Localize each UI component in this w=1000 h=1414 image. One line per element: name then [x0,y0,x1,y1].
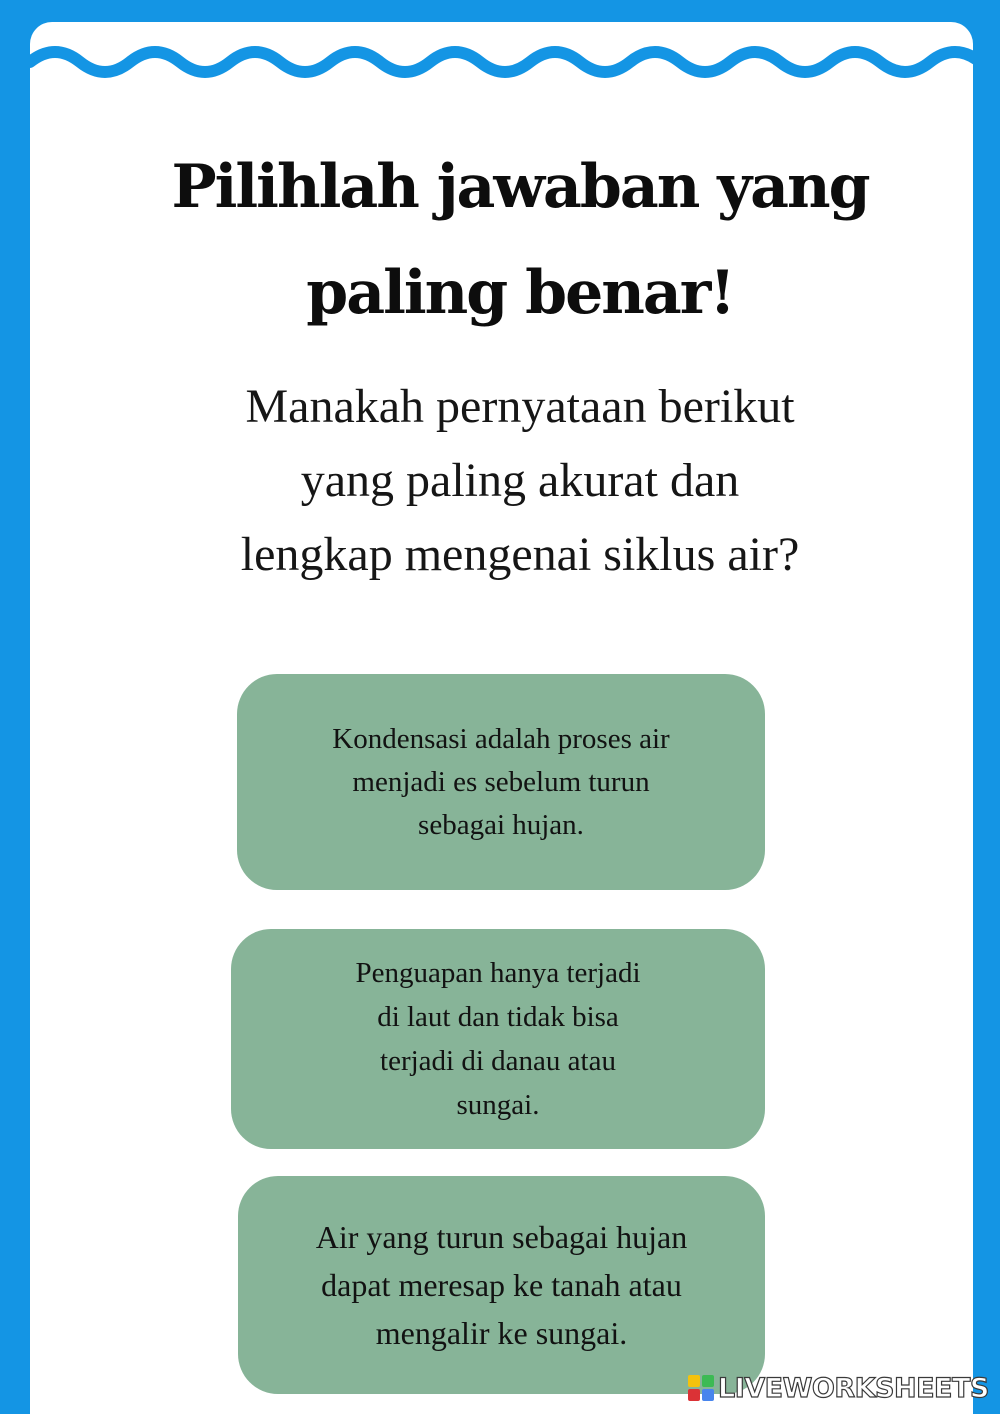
logo-squares-icon [688,1375,714,1401]
question-text: Manakah pernyataan berikut yang paling akurat dan lengkap mengenai siklus air? [240,380,800,581]
answer-option-2[interactable] [231,929,765,1149]
answer-option-label: Air yang turun sebagai hujan dapat meresap ke tanah atau mengalir ke sungai. [315,1219,688,1351]
page-title: Pilihlah jawaban yang paling benar! [171,152,869,328]
answer-option-label: Penguapan hanya terjadi di laut dan tidak bisa terjadi di danau atau sungai. [355,957,641,1121]
answer-option-label: Kondensasi adalah proses air menjadi es sebelum turun sebagai hujan. [332,722,670,841]
logo-text: LIVEWORKSHEETS [718,1372,989,1404]
liveworksheets-logo [688,1370,989,1406]
worksheet-page [30,22,973,1414]
answer-option-1[interactable] [237,674,765,890]
wave-decoration [30,34,973,94]
answer-option-3[interactable] [238,1176,765,1394]
